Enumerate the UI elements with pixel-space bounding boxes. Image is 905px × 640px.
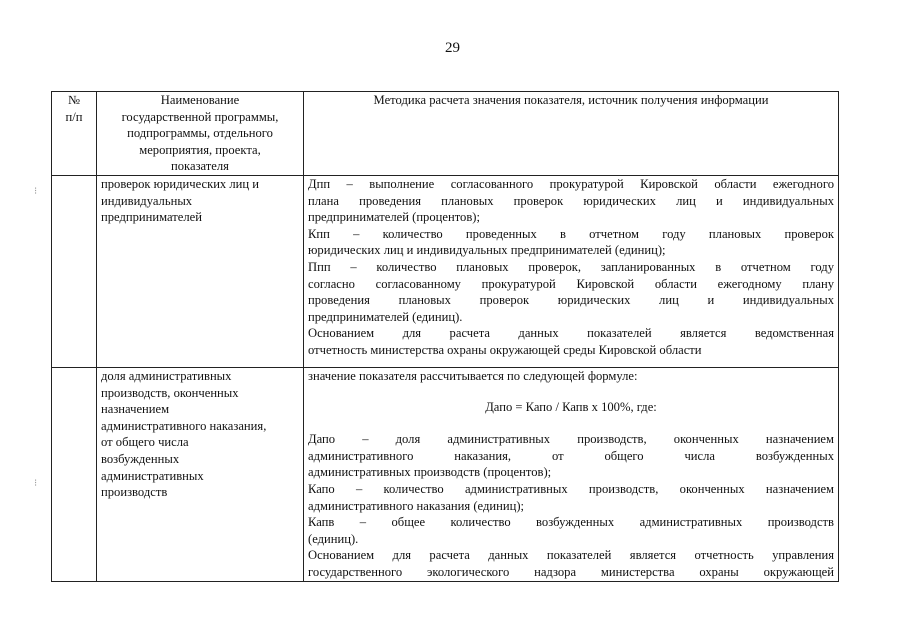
table-header-row (52, 92, 839, 176)
margin-mark: ⁝ (34, 478, 38, 489)
indicator-name-cell: проверок юридических лиц и индивидуальных предпринимателей (97, 175, 304, 367)
header-methodology: Методика расчета значения показателя, источник получения информации (304, 92, 839, 176)
formula: Дапо = Капо / Капв х 100%, где: (485, 399, 657, 414)
methodology-cell: Дпп – выполнение согласованного прокуратурой Кировской области ежегодного плана проведения плановых проверок юридических лиц и индивидуальных предпринимателей (процентов); Кпп – количество проведенных в отчетном году плановых проверок юридических лиц и индивидуальных предпринимателей (единиц); Ппп – количество плановых проверок, запланированных в отчетном году согласно согласованному прокуратурой Кировской области ежегодному плану проведения плановых проверок юридических лиц и индивидуальных предпринимателей (единиц). Основанием для расчета данных показателей является ведомственная отчетность министерства охраны окружающей среды Кировской области (304, 175, 839, 367)
table-row (52, 367, 839, 581)
page-number: 29 (445, 40, 460, 56)
methodology-table (51, 91, 839, 582)
table-row (52, 175, 839, 367)
indicator-name-cell: доля административных производств, оконченных назначением административного наказания, от общего числа возбужденных административных производств (97, 367, 304, 581)
margin-mark: ⁝ (34, 186, 38, 197)
header-name: Наименование государственной программы, подпрограммы, отдельного мероприятия, проекта, показателя (97, 92, 304, 176)
header-number: № п/п (52, 92, 97, 176)
row-number-cell (52, 175, 97, 367)
row-number-cell (52, 367, 97, 581)
methodology-cell: значение показателя рассчитывается по следующей формуле: Дапо = Капо / Капв х 100%, где: Дапо – доля административных производств, оконченных назначением административного наказания, от общего числа возбужденных административных производств (процентов); Капо – количество административных производств, оконченных назначением административного наказания (единиц); Капв – общее количество возбужденных административных производств (единиц). Основанием для расчета данных показателей является отчетность управления государственного экологического надзора министерства охраны окружающей (304, 367, 839, 581)
